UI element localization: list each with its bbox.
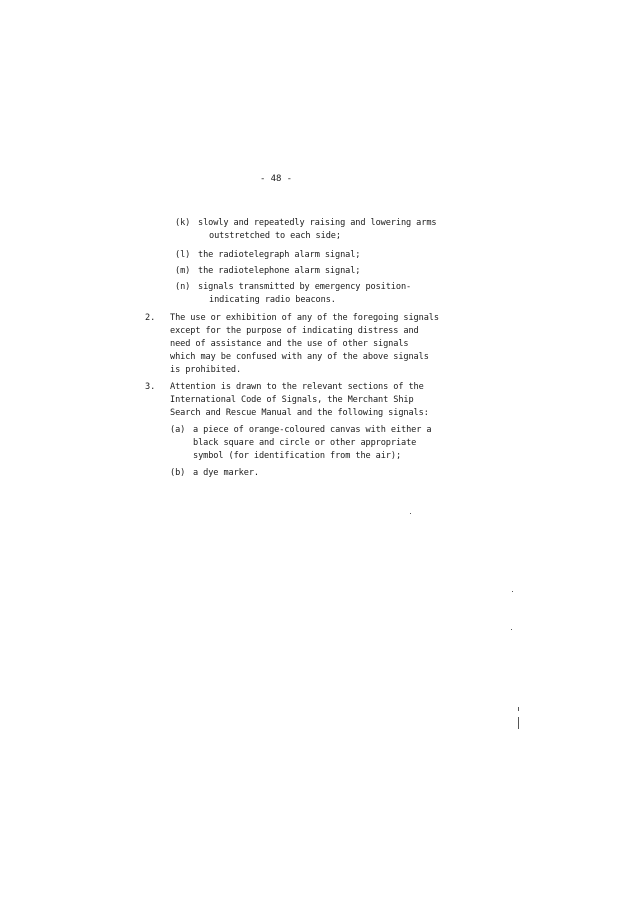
scan-speck <box>511 629 512 630</box>
paragraph-3-number: 3. <box>145 382 156 392</box>
subitem-a-line-1: a piece of orange-coloured canvas with either a <box>193 425 432 435</box>
subitem-a-marker: (a) <box>170 425 186 435</box>
paragraph-2-number: 2. <box>145 313 156 323</box>
item-m-marker: (m) <box>175 266 191 276</box>
paragraph-3-line-2: International Code of Signals, the Merchant Ship <box>170 395 414 405</box>
scan-speck <box>518 717 519 729</box>
page-number: - 48 - <box>260 174 292 184</box>
paragraph-2-line-2: except for the purpose of indicating distress and <box>170 326 419 336</box>
subitem-b-marker: (b) <box>170 468 186 478</box>
item-m-line-1: the radiotelephone alarm signal; <box>198 266 361 276</box>
item-n-line-1: signals transmitted by emergency position- <box>198 282 412 292</box>
item-n-marker: (n) <box>175 282 191 292</box>
item-k-marker: (k) <box>175 218 191 228</box>
paragraph-2-line-3: need of assistance and the use of other signals <box>170 339 409 349</box>
paragraph-2-line-1: The use or exhibition of any of the foregoing signals <box>170 313 439 323</box>
item-l-line-1: the radiotelegraph alarm signal; <box>198 250 361 260</box>
paragraph-2-line-5: is prohibited. <box>170 365 242 375</box>
item-l-marker: (l) <box>175 250 191 260</box>
paragraph-2-line-4: which may be confused with any of the above signals <box>170 352 429 362</box>
scan-speck <box>410 513 411 514</box>
paragraph-3-line-1: Attention is drawn to the relevant sections of the <box>170 382 424 392</box>
scan-speck <box>518 707 519 711</box>
paragraph-3-line-3: Search and Rescue Manual and the following signals: <box>170 408 429 418</box>
subitem-b-line-1: a dye marker. <box>193 468 259 478</box>
scan-speck <box>512 591 513 592</box>
item-k-line-2: outstretched to each side; <box>209 231 341 241</box>
subitem-a-line-2: black square and circle or other appropriate <box>193 438 417 448</box>
item-n-line-2: indicating radio beacons. <box>209 295 336 305</box>
item-k-line-1: slowly and repeatedly raising and lowering arms <box>198 218 437 228</box>
subitem-a-line-3: symbol (for identification from the air); <box>193 451 402 461</box>
